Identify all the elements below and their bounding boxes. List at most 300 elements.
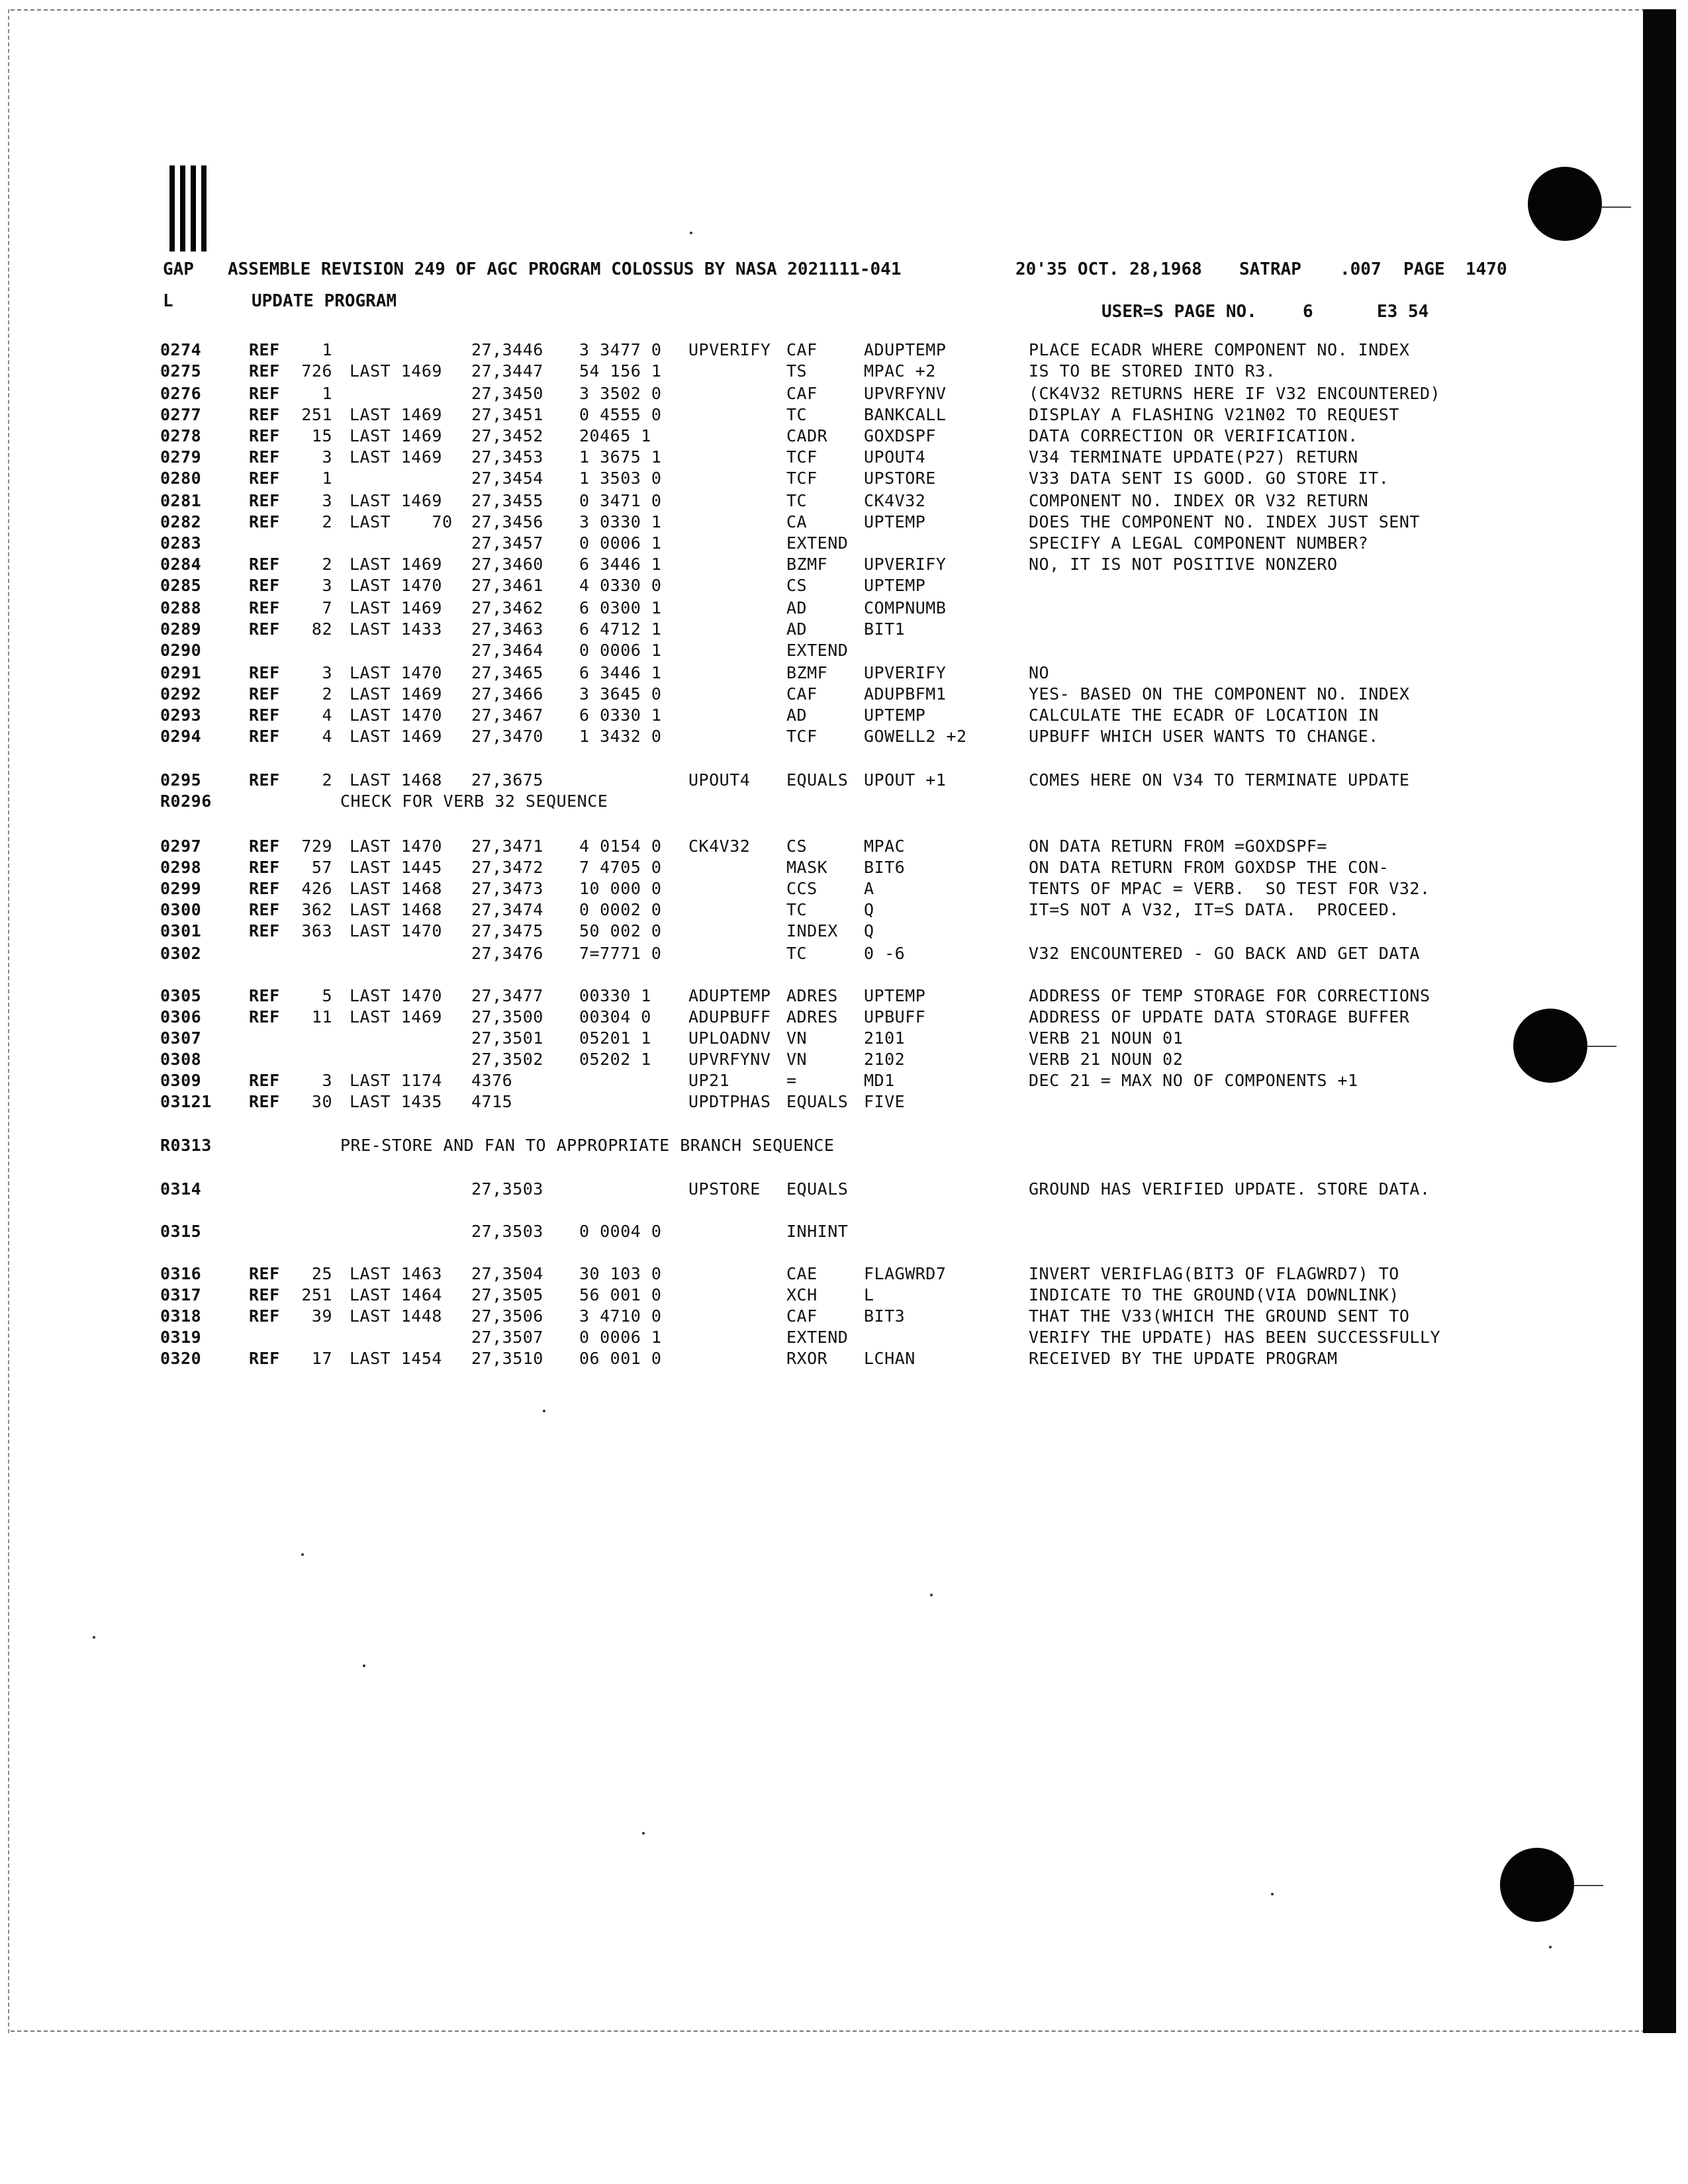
- listing-operand: L: [864, 1285, 874, 1304]
- listing-ref-count: 2: [322, 770, 332, 790]
- listing-operand: 2102: [864, 1050, 906, 1069]
- listing-octal-word: 6 3446 1: [579, 663, 662, 682]
- listing-octal-word: 0 0006 1: [579, 533, 662, 553]
- listing-address: 27,3456: [471, 512, 543, 531]
- listing-comment: DISPLAY A FLASHING V21N02 TO REQUEST: [1029, 405, 1399, 424]
- listing-ref-count: 3: [322, 447, 332, 467]
- listing-comment: INDICATE TO THE GROUND(VIA DOWNLINK): [1029, 1285, 1399, 1304]
- listing-last-page: LAST 1469: [350, 727, 442, 746]
- listing-opcode: INHINT: [786, 1222, 849, 1241]
- listing-ref-count: 82: [311, 619, 332, 639]
- listing-last-page: LAST 1470: [350, 986, 442, 1005]
- listing-opcode: TC: [786, 405, 808, 424]
- scan-speck: [363, 1664, 365, 1667]
- listing-label: UPLOADNV: [688, 1028, 771, 1048]
- listing-address: 27,3503: [471, 1179, 543, 1199]
- listing-label: UPVERIFY: [688, 340, 771, 359]
- binder-mark: [201, 165, 207, 251]
- listing-last-page: LAST 1468: [350, 900, 442, 919]
- listing-address: 27,3500: [471, 1007, 543, 1026]
- listing-ref-count: 30: [311, 1092, 332, 1111]
- listing-last-page: LAST 1469: [350, 684, 442, 704]
- left-edge-rule: [8, 9, 9, 2033]
- listing-ref-count: 729: [301, 837, 332, 856]
- top-edge-rule: [11, 9, 1646, 11]
- header-title: ASSEMBLE REVISION 249 OF AGC PROGRAM COLOSSUS BY NASA 2021111-041: [228, 259, 902, 279]
- listing-comment: ADDRESS OF UPDATE DATA STORAGE BUFFER: [1029, 1007, 1410, 1026]
- listing-comment: IS TO BE STORED INTO R3.: [1029, 361, 1276, 381]
- listing-ref-flag: REF: [249, 727, 280, 746]
- listing-ref-flag: REF: [249, 426, 280, 445]
- listing-opcode: CADR: [786, 426, 828, 445]
- listing-ref-flag: REF: [249, 1285, 280, 1304]
- listing-last-page: LAST 1174: [350, 1071, 442, 1090]
- listing-last-page: LAST 1468: [350, 879, 442, 898]
- listing-ref-flag: REF: [249, 405, 280, 424]
- listing-operand: MPAC: [864, 837, 906, 856]
- listing-opcode: TC: [786, 900, 808, 919]
- listing-seq: 0278: [160, 426, 202, 445]
- listing-opcode: EQUALS: [786, 1092, 849, 1111]
- listing-last-page: LAST 1470: [350, 576, 442, 595]
- listing-seq: 0277: [160, 405, 202, 424]
- listing-last-page: LAST 1470: [350, 663, 442, 682]
- listing-octal-word: 6 3446 1: [579, 555, 662, 574]
- listing-comment: ADDRESS OF TEMP STORAGE FOR CORRECTIONS: [1029, 986, 1430, 1005]
- header-job: SATRAP: [1239, 259, 1301, 279]
- listing-seq: 0288: [160, 598, 202, 617]
- listing-ref-flag: REF: [249, 684, 280, 704]
- listing-operand: LCHAN: [864, 1349, 915, 1368]
- listing-octal-word: 05201 1: [579, 1028, 651, 1048]
- listing-operand: ADUPBFM1: [864, 684, 947, 704]
- listing-ref-flag: REF: [249, 986, 280, 1005]
- listing-opcode: EXTEND: [786, 641, 849, 660]
- listing-opcode: VN: [786, 1050, 808, 1069]
- listing-comment: VERB 21 NOUN 01: [1029, 1028, 1184, 1048]
- listing-octal-word: 3 3477 0: [579, 340, 662, 359]
- listing-ref-count: 39: [311, 1306, 332, 1326]
- listing-octal-word: 20465 1: [579, 426, 651, 445]
- listing-ref-flag: REF: [249, 598, 280, 617]
- listing-address: 27,3675: [471, 770, 543, 790]
- listing-ref-count: 426: [301, 879, 332, 898]
- listing-last-page: LAST 1470: [350, 837, 442, 856]
- header-prefix: GAP: [163, 259, 194, 279]
- listing-last-page: LAST 1448: [350, 1306, 442, 1326]
- listing-comment: IT=S NOT A V32, IT=S DATA. PROCEED.: [1029, 900, 1399, 919]
- listing-ref-flag: REF: [249, 512, 280, 531]
- listing-comment: INVERT VERIFLAG(BIT3 OF FLAGWRD7) TO: [1029, 1264, 1399, 1283]
- listing-opcode: ADRES: [786, 986, 838, 1005]
- listing-seq: 0297: [160, 837, 202, 856]
- listing-operand: UPBUFF: [864, 1007, 926, 1026]
- listing-operand: UPTEMP: [864, 986, 926, 1005]
- section-title: UPDATE PROGRAM: [252, 291, 397, 311]
- listing-comment: V34 TERMINATE UPDATE(P27) RETURN: [1029, 447, 1358, 467]
- header-job-no: .007: [1340, 259, 1382, 279]
- listing-seq: 0319: [160, 1328, 202, 1347]
- listing-last-page: LAST 1469: [350, 361, 442, 381]
- listing-opcode: AD: [786, 598, 808, 617]
- listing-ref-flag: REF: [249, 469, 280, 488]
- listing-address: 27,3460: [471, 555, 543, 574]
- listing-ref-flag: REF: [249, 858, 280, 877]
- listing-octal-word: 30 103 0: [579, 1264, 662, 1283]
- listing-last-page: LAST 1469: [350, 405, 442, 424]
- user-page-no: 6: [1303, 302, 1313, 322]
- listing-label: UPSTORE: [688, 1179, 761, 1199]
- listing-comment: COMES HERE ON V34 TO TERMINATE UPDATE: [1029, 770, 1410, 790]
- listing-octal-word: 6 0330 1: [579, 705, 662, 725]
- listing-comment: VERB 21 NOUN 02: [1029, 1050, 1184, 1069]
- listing-ref-flag: REF: [249, 1264, 280, 1283]
- listing-address: 27,3475: [471, 921, 543, 940]
- listing-comment: DOES THE COMPONENT NO. INDEX JUST SENT: [1029, 512, 1420, 531]
- listing-last-page: LAST 1469: [350, 555, 442, 574]
- listing-octal-word: 3 0330 1: [579, 512, 662, 531]
- listing-last-page: LAST 1433: [350, 619, 442, 639]
- listing-seq: 0298: [160, 858, 202, 877]
- listing-address: 27,3466: [471, 684, 543, 704]
- listing-address: 27,3472: [471, 858, 543, 877]
- listing-address: 27,3453: [471, 447, 543, 467]
- section-letter: L: [163, 291, 173, 311]
- listing-address: 27,3474: [471, 900, 543, 919]
- bottom-edge-rule: [11, 2030, 1646, 2032]
- listing-octal-word: 0 4555 0: [579, 405, 662, 424]
- listing-octal-word: 0 0006 1: [579, 1328, 662, 1347]
- listing-comment: DEC 21 = MAX NO OF COMPONENTS +1: [1029, 1071, 1358, 1090]
- listing-comment: (CK4V32 RETURNS HERE IF V32 ENCOUNTERED): [1029, 384, 1441, 403]
- scan-speck: [1271, 1893, 1274, 1895]
- listing-ref-flag: REF: [249, 921, 280, 940]
- listing-opcode: CA: [786, 512, 808, 531]
- scan-speck: [642, 1832, 645, 1835]
- listing-operand: GOXDSPF: [864, 426, 936, 445]
- listing-seq: 0283: [160, 533, 202, 553]
- listing-ref-flag: REF: [249, 619, 280, 639]
- listing-seq: 0281: [160, 491, 202, 510]
- listing-opcode: INDEX: [786, 921, 838, 940]
- listing-comment: UPBUFF WHICH USER WANTS TO CHANGE.: [1029, 727, 1379, 746]
- listing-address: 27,3504: [471, 1264, 543, 1283]
- listing-address: 27,3506: [471, 1306, 543, 1326]
- listing-octal-word: 0 0006 1: [579, 641, 662, 660]
- listing-remark: PRE-STORE AND FAN TO APPROPRIATE BRANCH SEQUENCE: [340, 1136, 835, 1155]
- listing-address: 27,3503: [471, 1222, 543, 1241]
- listing-seq: 0320: [160, 1349, 202, 1368]
- listing-ref-count: 251: [301, 1285, 332, 1304]
- listing-opcode: TCF: [786, 469, 818, 488]
- listing-operand: MPAC +2: [864, 361, 936, 381]
- listing-remark: CHECK FOR VERB 32 SEQUENCE: [340, 792, 608, 811]
- punch-hole-tick: [1574, 1885, 1603, 1886]
- binder-mark: [191, 165, 196, 251]
- listing-ref-count: 1: [322, 384, 332, 403]
- listing-address: 27,3501: [471, 1028, 543, 1048]
- punch-hole: [1500, 1848, 1574, 1922]
- listing-last-page: LAST 1470: [350, 921, 442, 940]
- listing-seq: 0309: [160, 1071, 202, 1090]
- listing-address: 27,3462: [471, 598, 543, 617]
- listing-comment: SPECIFY A LEGAL COMPONENT NUMBER?: [1029, 533, 1369, 553]
- listing-octal-word: 10 000 0: [579, 879, 662, 898]
- listing-octal-word: 1 3432 0: [579, 727, 662, 746]
- listing-operand: UPVRFYNV: [864, 384, 947, 403]
- listing-octal-word: 3 4710 0: [579, 1306, 662, 1326]
- listing-seq: 0289: [160, 619, 202, 639]
- listing-address: 27,3451: [471, 405, 543, 424]
- listing-opcode: CS: [786, 837, 808, 856]
- listing-address: 27,3510: [471, 1349, 543, 1368]
- listing-operand: UPVERIFY: [864, 663, 947, 682]
- listing-opcode: BZMF: [786, 663, 828, 682]
- listing-octal-word: 0 3471 0: [579, 491, 662, 510]
- listing-operand: FIVE: [864, 1092, 906, 1111]
- listing-octal-word: 6 0300 1: [579, 598, 662, 617]
- punch-hole: [1513, 1009, 1587, 1083]
- listing-operand: A: [864, 879, 874, 898]
- listing-operand: GOWELL2 +2: [864, 727, 967, 746]
- listing-operand: FLAGWRD7: [864, 1264, 947, 1283]
- listing-operand: BIT6: [864, 858, 906, 877]
- listing-label: UP21: [688, 1071, 730, 1090]
- listing-ref-count: 17: [311, 1349, 332, 1368]
- listing-ref-flag: REF: [249, 1306, 280, 1326]
- listing-address: 27,3470: [471, 727, 543, 746]
- listing-ref-flag: REF: [249, 576, 280, 595]
- listing-ref-flag: REF: [249, 1092, 280, 1111]
- listing-opcode: CAF: [786, 1306, 818, 1326]
- header-page-label: PAGE: [1403, 259, 1445, 279]
- scan-speck: [543, 1410, 545, 1412]
- listing-comment: ON DATA RETURN FROM GOXDSP THE CON-: [1029, 858, 1389, 877]
- listing-operand: BIT1: [864, 619, 906, 639]
- user-page-code: E3 54: [1377, 302, 1429, 322]
- listing-ref-count: 15: [311, 426, 332, 445]
- listing-ref-flag: REF: [249, 1007, 280, 1026]
- listing-seq: R0313: [160, 1136, 212, 1155]
- scan-speck: [93, 1636, 95, 1639]
- listing-opcode: RXOR: [786, 1349, 828, 1368]
- listing-seq: 0279: [160, 447, 202, 467]
- listing-seq: 0285: [160, 576, 202, 595]
- listing-opcode: ADRES: [786, 1007, 838, 1026]
- listing-opcode: CS: [786, 576, 808, 595]
- binder-mark: [169, 165, 175, 251]
- listing-ref-count: 3: [322, 1071, 332, 1090]
- listing-ref-count: 362: [301, 900, 332, 919]
- listing-ref-flag: REF: [249, 837, 280, 856]
- listing-seq: 0314: [160, 1179, 202, 1199]
- listing-address: 27,3505: [471, 1285, 543, 1304]
- listing-opcode: CAE: [786, 1264, 818, 1283]
- listing-ref-count: 1: [322, 340, 332, 359]
- listing-ref-flag: REF: [249, 705, 280, 725]
- listing-address: 27,3446: [471, 340, 543, 359]
- listing-address: 27,3477: [471, 986, 543, 1005]
- listing-opcode: AD: [786, 705, 808, 725]
- listing-comment: PLACE ECADR WHERE COMPONENT NO. INDEX: [1029, 340, 1410, 359]
- listing-seq: 0293: [160, 705, 202, 725]
- listing-seq: 0317: [160, 1285, 202, 1304]
- listing-octal-word: 7=7771 0: [579, 944, 662, 963]
- listing-address: 27,3447: [471, 361, 543, 381]
- listing-operand: UPSTORE: [864, 469, 936, 488]
- listing-seq: 0294: [160, 727, 202, 746]
- listing-comment: V32 ENCOUNTERED - GO BACK AND GET DATA: [1029, 944, 1420, 963]
- punch-hole-tick: [1602, 206, 1631, 208]
- listing-ref-count: 2: [322, 512, 332, 531]
- listing-ref-count: 57: [311, 858, 332, 877]
- listing-opcode: EQUALS: [786, 1179, 849, 1199]
- listing-octal-word: 1 3675 1: [579, 447, 662, 467]
- listing-comment: VERIFY THE UPDATE) HAS BEEN SUCCESSFULLY: [1029, 1328, 1441, 1347]
- listing-address: 27,3467: [471, 705, 543, 725]
- listing-octal-word: 00330 1: [579, 986, 651, 1005]
- listing-octal-word: 54 156 1: [579, 361, 662, 381]
- listing-octal-word: 06 001 0: [579, 1349, 662, 1368]
- listing-operand: COMPNUMB: [864, 598, 947, 617]
- listing-address: 27,3502: [471, 1050, 543, 1069]
- listing-comment: CALCULATE THE ECADR OF LOCATION IN: [1029, 705, 1379, 725]
- listing-operand: MD1: [864, 1071, 895, 1090]
- listing-seq: 0284: [160, 555, 202, 574]
- listing-last-page: LAST 1469: [350, 426, 442, 445]
- listing-ref-count: 3: [322, 491, 332, 510]
- listing-octal-word: 05202 1: [579, 1050, 651, 1069]
- listing-ref-flag: REF: [249, 384, 280, 403]
- listing-operand: UPOUT +1: [864, 770, 947, 790]
- listing-operand: UPTEMP: [864, 576, 926, 595]
- listing-operand: ADUPTEMP: [864, 340, 947, 359]
- punch-hole: [1528, 167, 1602, 241]
- listing-seq: 0308: [160, 1050, 202, 1069]
- listing-operand: CK4V32: [864, 491, 926, 510]
- listing-address: 27,3450: [471, 384, 543, 403]
- listing-operand: UPVERIFY: [864, 555, 947, 574]
- listing-address: 27,3476: [471, 944, 543, 963]
- listing-seq: 0290: [160, 641, 202, 660]
- listing-seq: 0292: [160, 684, 202, 704]
- listing-octal-word: 4 0330 0: [579, 576, 662, 595]
- listing-label: ADUPTEMP: [688, 986, 771, 1005]
- user-page-label: USER=S PAGE NO.: [1102, 302, 1257, 322]
- listing-last-page: LAST 1469: [350, 1007, 442, 1026]
- listing-operand: BANKCALL: [864, 405, 947, 424]
- listing-last-page: LAST 1445: [350, 858, 442, 877]
- listing-comment: YES- BASED ON THE COMPONENT NO. INDEX: [1029, 684, 1410, 704]
- listing-opcode: CAF: [786, 384, 818, 403]
- listing-seq: 0301: [160, 921, 202, 940]
- listing-ref-flag: REF: [249, 663, 280, 682]
- listing-ref-flag: REF: [249, 447, 280, 467]
- listing-comment: GROUND HAS VERIFIED UPDATE. STORE DATA.: [1029, 1179, 1430, 1199]
- listing-opcode: MASK: [786, 858, 828, 877]
- listing-opcode: TC: [786, 944, 808, 963]
- listing-comment: V33 DATA SENT IS GOOD. GO STORE IT.: [1029, 469, 1389, 488]
- listing-ref-count: 2: [322, 555, 332, 574]
- listing-last-page: LAST 70: [350, 512, 453, 531]
- listing-operand: UPTEMP: [864, 705, 926, 725]
- listing-ref-flag: REF: [249, 491, 280, 510]
- listing-seq: 0305: [160, 986, 202, 1005]
- listing-seq: 0280: [160, 469, 202, 488]
- listing-operand: Q: [864, 921, 874, 940]
- listing-octal-word: 3 3645 0: [579, 684, 662, 704]
- listing-opcode: EXTEND: [786, 1328, 849, 1347]
- listing-comment: NO, IT IS NOT POSITIVE NONZERO: [1029, 555, 1338, 574]
- listing-address: 27,3465: [471, 663, 543, 682]
- listing-seq: 0282: [160, 512, 202, 531]
- listing-last-page: LAST 1470: [350, 705, 442, 725]
- listing-address: 27,3463: [471, 619, 543, 639]
- listing-ref-flag: REF: [249, 555, 280, 574]
- listing-opcode: TCF: [786, 447, 818, 467]
- listing-last-page: LAST 1469: [350, 447, 442, 467]
- listing-address: 4376: [471, 1071, 513, 1090]
- listing-opcode: CAF: [786, 684, 818, 704]
- listing-operand: UPTEMP: [864, 512, 926, 531]
- listing-address: 27,3454: [471, 469, 543, 488]
- listing-address: 27,3473: [471, 879, 543, 898]
- listing-opcode: TS: [786, 361, 808, 381]
- listing-ref-count: 4: [322, 705, 332, 725]
- header-page-no: 1470: [1466, 259, 1507, 279]
- listing-comment: NO: [1029, 663, 1050, 682]
- scan-border-right: [1643, 9, 1676, 2033]
- listing-octal-word: 56 001 0: [579, 1285, 662, 1304]
- listing-opcode: AD: [786, 619, 808, 639]
- scan-speck: [690, 232, 692, 234]
- listing-comment: RECEIVED BY THE UPDATE PROGRAM: [1029, 1349, 1338, 1368]
- listing-last-page: LAST 1468: [350, 770, 442, 790]
- listing-octal-word: 1 3503 0: [579, 469, 662, 488]
- listing-octal-word: 6 4712 1: [579, 619, 662, 639]
- listing-seq: 0315: [160, 1222, 202, 1241]
- listing-address: 27,3471: [471, 837, 543, 856]
- listing-seq: 0306: [160, 1007, 202, 1026]
- listing-seq: 0295: [160, 770, 202, 790]
- listing-ref-count: 3: [322, 576, 332, 595]
- listing-ref-count: 25: [311, 1264, 332, 1283]
- listing-opcode: CAF: [786, 340, 818, 359]
- listing-comment: TENTS OF MPAC = VERB. SO TEST FOR V32.: [1029, 879, 1430, 898]
- listing-last-page: LAST 1435: [350, 1092, 442, 1111]
- listing-ref-count: 7: [322, 598, 332, 617]
- listing-ref-count: 1: [322, 469, 332, 488]
- listing-ref-count: 4: [322, 727, 332, 746]
- listing-ref-count: 11: [311, 1007, 332, 1026]
- listing-operand: BIT3: [864, 1306, 906, 1326]
- listing-opcode: XCH: [786, 1285, 818, 1304]
- punch-hole-tick: [1587, 1046, 1617, 1047]
- listing-ref-count: 726: [301, 361, 332, 381]
- listing-comment: ON DATA RETURN FROM =GOXDSPF=: [1029, 837, 1327, 856]
- listing-label: UPDTPHAS: [688, 1092, 771, 1111]
- listing-last-page: LAST 1454: [350, 1349, 442, 1368]
- listing-octal-word: 00304 0: [579, 1007, 651, 1026]
- listing-octal-word: 0 0002 0: [579, 900, 662, 919]
- listing-seq: 0299: [160, 879, 202, 898]
- listing-seq: 0276: [160, 384, 202, 403]
- listing-ref-flag: REF: [249, 1349, 280, 1368]
- listing-address: 27,3455: [471, 491, 543, 510]
- listing-label: UPOUT4: [688, 770, 751, 790]
- listing-octal-word: 7 4705 0: [579, 858, 662, 877]
- listing-ref-flag: REF: [249, 340, 280, 359]
